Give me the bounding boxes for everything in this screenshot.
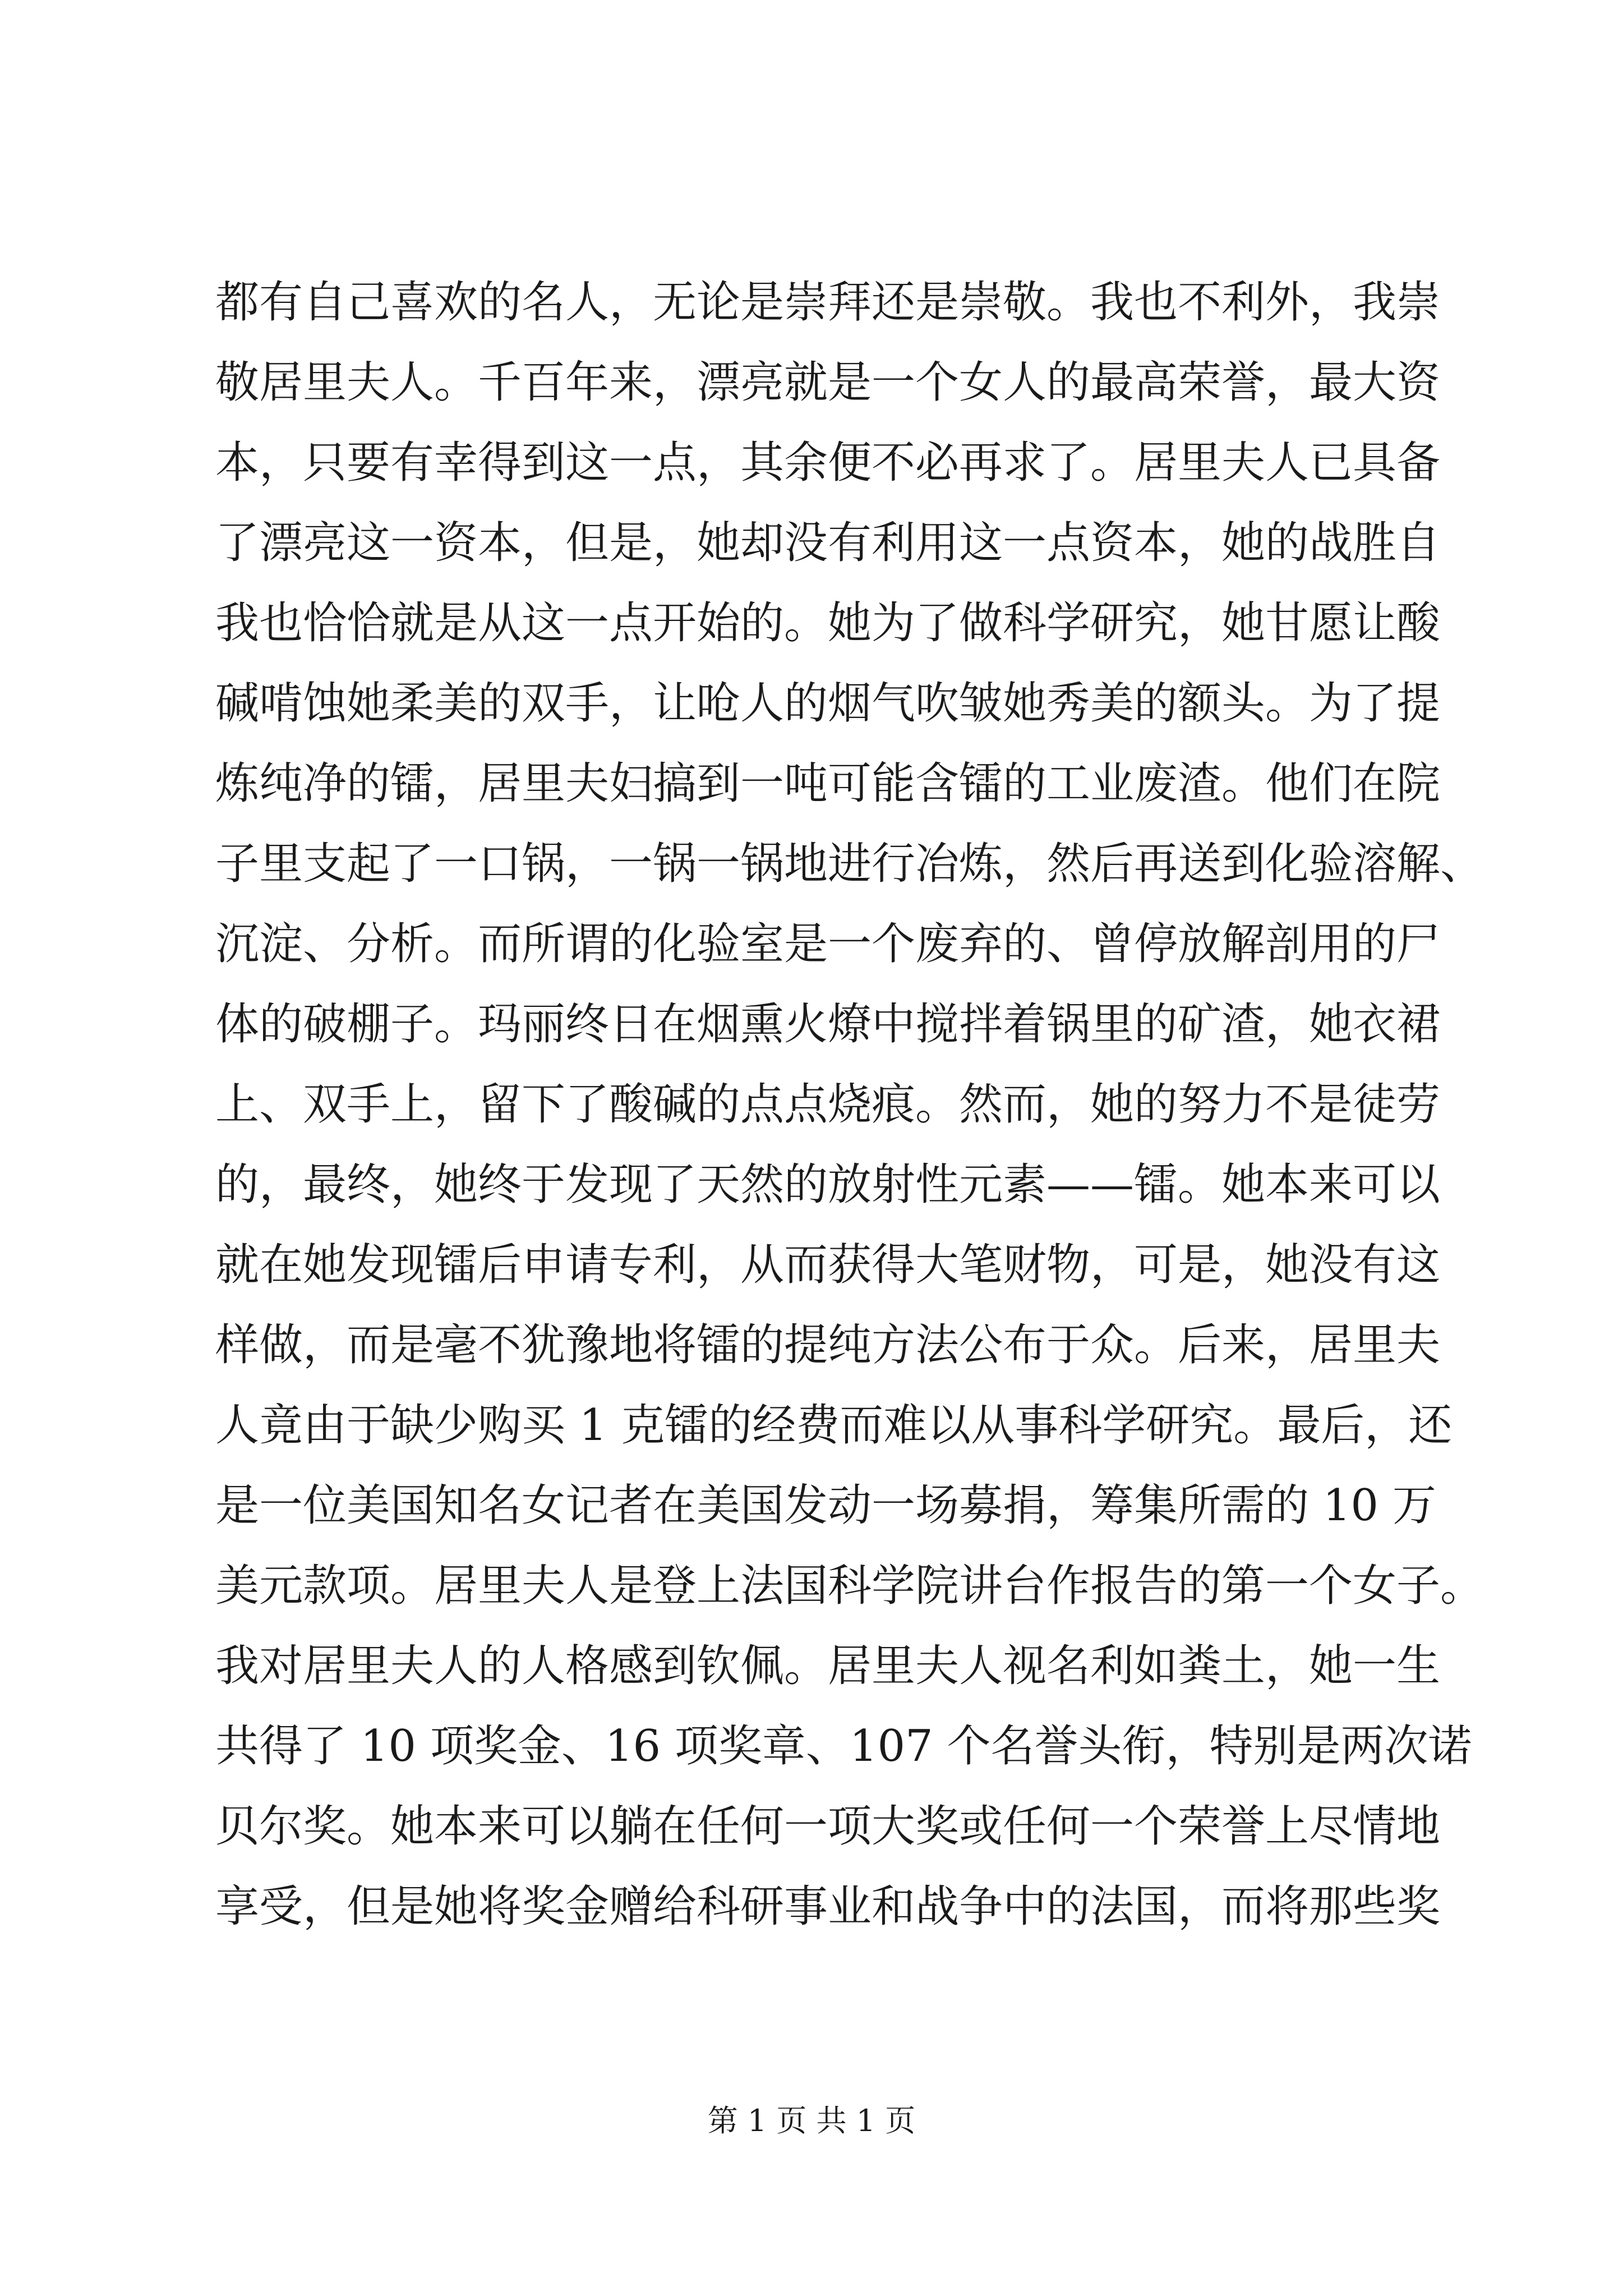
text-line: 我也恰恰就是从这一点开始的。她为了做科学研究，她甘愿让酸 xyxy=(215,598,1441,648)
text-line: 敬居里夫人。千百年来，漂亮就是一个女人的最高荣誉，最大资 xyxy=(215,357,1441,408)
text-line: 样做，而是毫不犹豫地将镭的提纯方法公布于众。后来，居里夫 xyxy=(215,1320,1441,1370)
text-line: 体的破棚子。玛丽终日在烟熏火燎中搅拌着锅里的矿渣，她衣裙 xyxy=(215,999,1441,1050)
text-line: 都有自己喜欢的名人，无论是崇拜还是崇敬。我也不利外，我崇 xyxy=(215,277,1441,328)
text-line: 炼纯净的镭，居里夫妇搞到一吨可能含镭的工业废渣。他们在院 xyxy=(215,758,1441,809)
body-text xyxy=(215,263,1484,1947)
text-line: 上、双手上，留下了酸碱的点点烧痕。然而，她的努力不是徒劳 xyxy=(215,1079,1441,1130)
text-line: 本，只要有幸得到这一点，其余便不必再求了。居里夫人已具备 xyxy=(215,438,1441,488)
text-line: 是一位美国知名女记者在美国发动一场募捐，筹集所需的 10 万 xyxy=(215,1480,1436,1531)
text-line: 享受，但是她将奖金赠给科研事业和战争中的法国，而将那些奖 xyxy=(215,1881,1441,1932)
text-line: 了漂亮这一资本，但是，她却没有利用这一点资本，她的战胜自 xyxy=(215,518,1441,568)
text-line: 美元款项。居里夫人是登上法国科学院讲台作报告的第一个女子。 xyxy=(215,1561,1484,1611)
page-footer: 第 1 页 共 1 页 xyxy=(707,2103,916,2138)
text-line: 贝尔奖。她本来可以躺在任何一项大奖或任何一个荣誉上尽情地 xyxy=(215,1801,1441,1852)
text-line: 共得了 10 项奖金、16 项奖章、107 个名誉头衔，特别是两次诺 xyxy=(215,1721,1472,1772)
text-line: 就在她发现镭后申请专利，从而获得大笔财物，可是，她没有这 xyxy=(215,1240,1441,1290)
text-line: 子里支起了一口锅，一锅一锅地进行冶炼，然后再送到化验溶解、 xyxy=(215,839,1484,889)
text-line: 的，最终，她终于发现了天然的放射性元素——镭。她本来可以 xyxy=(215,1159,1441,1210)
text-line: 沉淀、分析。而所谓的化验室是一个废弃的、曾停放解剖用的尸 xyxy=(215,919,1441,969)
text-line: 碱啃蚀她柔美的双手，让呛人的烟气吹皱她秀美的额头。为了提 xyxy=(215,678,1441,729)
text-line: 我对居里夫人的人格感到钦佩。居里夫人视名利如粪土，她一生 xyxy=(215,1641,1441,1691)
text-line: 人竟由于缺少购买 1 克镭的经费而难以从事科学研究。最后，还 xyxy=(215,1400,1453,1451)
